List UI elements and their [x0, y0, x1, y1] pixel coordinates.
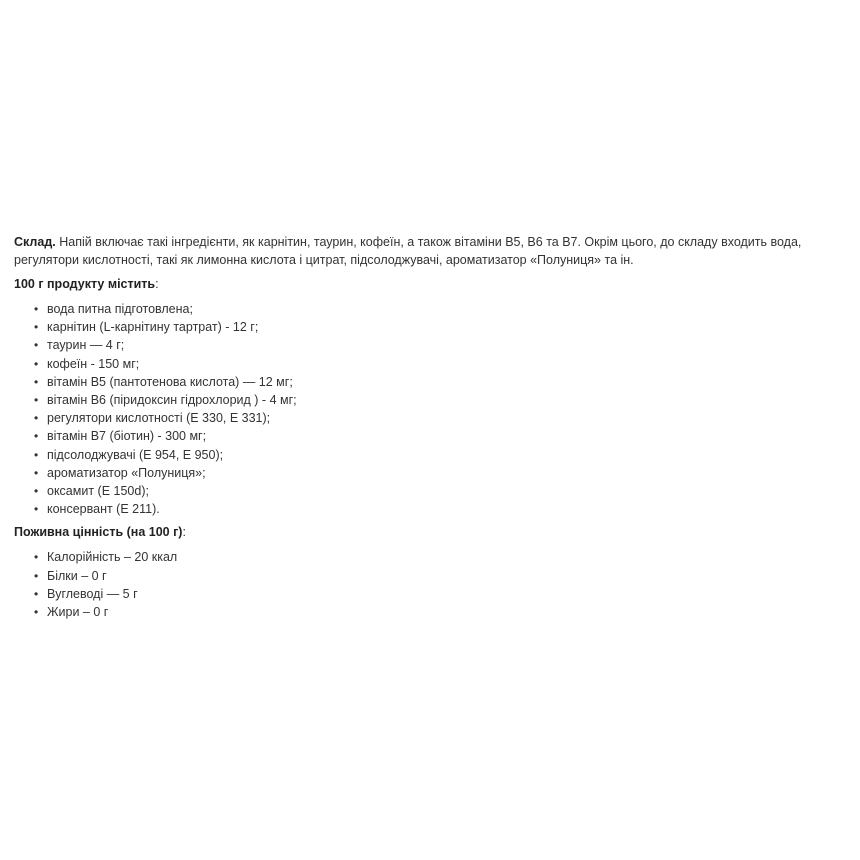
nutrition-heading — [14, 523, 854, 541]
bullet-icon: • — [34, 502, 39, 517]
list-item-text: консервант (Е 211). — [47, 502, 160, 517]
list-item-text: карнітин (L-карнітину тартрат) - 12 г; — [47, 320, 259, 335]
list-item — [34, 548, 854, 566]
bullet-icon: • — [34, 568, 39, 583]
list-item — [34, 300, 854, 318]
list-item — [34, 464, 854, 482]
bullet-icon: • — [34, 429, 39, 444]
bullet-icon: • — [34, 411, 39, 426]
composition-intro-text: Напій включає такі інгредієнти, як карнітин, таурин, кофеїн, а також вітаміни B5, B6 та B7. Окрім цього, до складу входить вода, регулятори кислотності, такі як лимонна кислота і цитрат, підсолоджувачі, ароматизатор «Полуниця» та ін. — [14, 235, 802, 267]
list-item — [34, 391, 854, 409]
bullet-icon: • — [34, 356, 39, 371]
bullet-icon: • — [34, 338, 39, 353]
bullet-icon: • — [34, 550, 39, 565]
list-item-text: Жири – 0 г — [47, 605, 109, 620]
bullet-icon: • — [34, 605, 39, 620]
composition-label: Склад. — [14, 235, 56, 249]
bullet-icon: • — [34, 484, 39, 499]
bullet-icon: • — [34, 320, 39, 335]
composition-heading-colon: : — [155, 277, 159, 291]
product-description — [14, 233, 854, 621]
list-item-text: Вуглеводі — 5 г — [47, 586, 138, 601]
nutrition-heading-label: Поживна цінність (на 100 г) — [14, 525, 183, 540]
list-item-text: вітамін B6 (піридоксин гідрохлорид ) - 4 мг; — [47, 393, 297, 408]
list-item — [34, 427, 854, 445]
composition-intro — [14, 233, 854, 269]
list-item — [34, 567, 854, 585]
list-item-text: кофеїн - 150 мг; — [47, 356, 140, 371]
list-item-text: Калорійність – 20 ккал — [47, 550, 178, 565]
list-item — [34, 482, 854, 500]
bullet-icon: • — [34, 465, 39, 480]
list-item-text: вітамін B5 (пантотенова кислота) — 12 мг; — [47, 374, 293, 389]
list-item-text: вода питна підготовлена; — [47, 302, 193, 316]
list-item — [34, 500, 854, 518]
bullet-icon: • — [34, 302, 39, 316]
nutrition-list — [14, 548, 854, 621]
list-item-text: регулятори кислотності (Е 330, Е 331); — [47, 411, 271, 426]
list-item — [34, 603, 854, 621]
list-item-text: таурин — 4 г; — [47, 338, 125, 353]
list-item-text: Білки – 0 г — [47, 568, 107, 583]
composition-heading — [14, 275, 854, 293]
list-item — [34, 446, 854, 464]
bullet-icon: • — [34, 447, 39, 462]
nutrition-heading-colon: : — [182, 525, 186, 540]
bullet-icon: • — [34, 374, 39, 389]
bullet-icon: • — [34, 393, 39, 408]
composition-heading-label: 100 г продукту містить — [14, 277, 156, 291]
list-item-text: ароматизатор «Полуниця»; — [47, 465, 206, 480]
list-item — [34, 336, 854, 354]
list-item-text: оксамит (Е 150d); — [47, 484, 149, 499]
composition-list — [14, 300, 854, 518]
list-item — [34, 318, 854, 336]
list-item — [34, 355, 854, 373]
list-item-text: вітамін B7 (біотин) - 300 мг; — [47, 429, 207, 444]
list-item-text: підсолоджувачі (Е 954, Е 950); — [47, 447, 224, 462]
list-item — [34, 373, 854, 391]
bullet-icon: • — [34, 586, 39, 601]
list-item — [34, 585, 854, 603]
list-item — [34, 409, 854, 427]
